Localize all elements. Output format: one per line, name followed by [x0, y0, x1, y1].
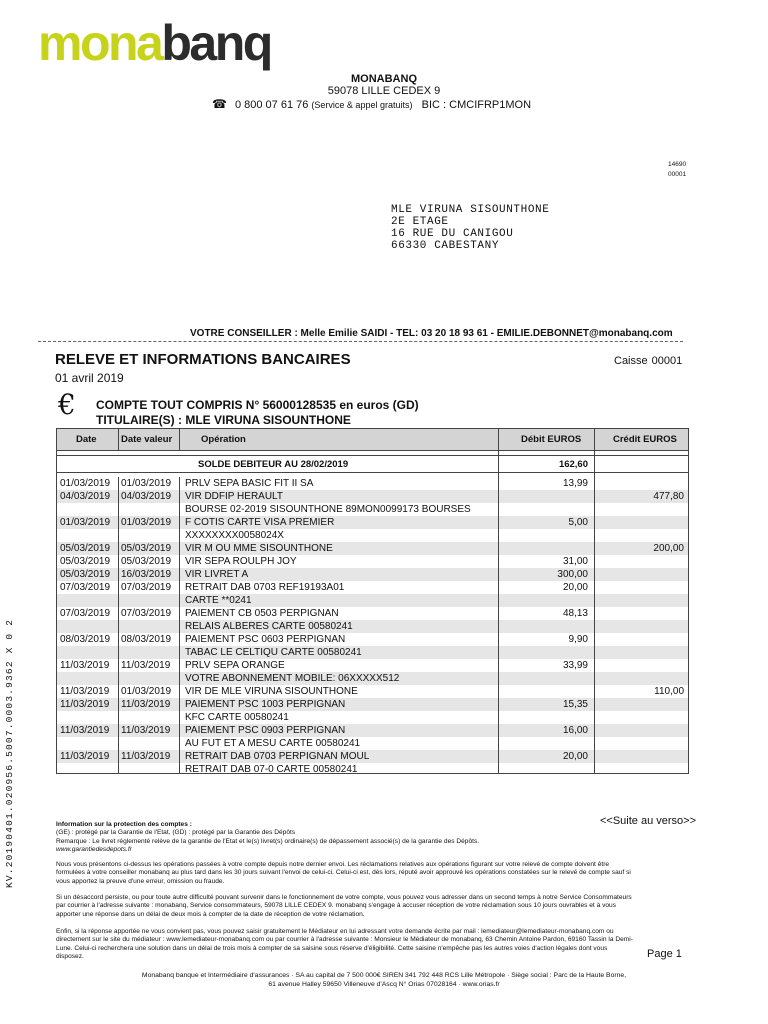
account-protection-info: [56, 821, 636, 854]
bank-name: MONABANQ: [351, 73, 417, 85]
fine-print-line: www.garantiedesdepots.fr: [56, 845, 132, 853]
fine-print-line: Remarque : Le livret réglementé relève de la garantie de l'Etat et le(s) livret(s) ordinaire(s) de dépassement associé(s) de la garantie des Dépôts.: [56, 837, 480, 845]
transaction-operation: PAIEMENT PSC 1003 PERPIGNAN: [185, 699, 346, 710]
transaction-operation: PAIEMENT PSC 0603 PERPIGNAN: [185, 634, 346, 645]
page-indicator: [647, 948, 682, 960]
fine-print-title: Information sur la protection des comptes :: [56, 821, 192, 828]
transaction-value-date: 01/03/2019: [121, 686, 172, 697]
column-divider: [179, 429, 180, 451]
column-divider: [498, 429, 499, 773]
transaction-operation: VIR SEPA ROULPH JOY: [185, 556, 297, 567]
transaction-operation: KFC CARTE 00580241: [185, 712, 289, 723]
bank-phone: 0 800 07 61 76: [234, 99, 309, 111]
transaction-debit: 31,00: [562, 556, 588, 567]
page-label: Page: [647, 948, 673, 960]
statement-title: RELEVE ET INFORMATIONS BANCAIRES: [55, 351, 351, 368]
column-header: Crédit EUROS: [613, 434, 677, 445]
column-divider: [179, 477, 180, 773]
transaction-value-date: 16/03/2019: [121, 569, 172, 580]
transaction-debit: 20,00: [562, 751, 588, 762]
transaction-credit: 200,00: [653, 543, 684, 554]
transaction-date: 05/03/2019: [60, 543, 111, 554]
page-number: 1: [675, 948, 682, 960]
caisse-value: 00001: [651, 355, 683, 367]
transaction-value-date: 11/03/2019: [121, 751, 171, 762]
transaction-value-date: 11/03/2019: [121, 699, 171, 710]
statement-date: 01 avril 2019: [55, 371, 124, 385]
divider: [38, 341, 683, 342]
transaction-credit: 110,00: [654, 686, 684, 697]
transaction-date: 11/03/2019: [60, 686, 110, 697]
transaction-operation: RETRAIT DAB 0703 PERPIGNAN MOUL: [185, 751, 370, 762]
transaction-value-date: 01/03/2019: [121, 478, 172, 489]
recipient-line: 66330 CABESTANY: [391, 240, 500, 252]
column-header: Débit EUROS: [521, 434, 582, 445]
transaction-value-date: 01/03/2019: [121, 517, 172, 528]
bank-bic: BIC : CMCIFRP1MON: [421, 99, 532, 111]
transaction-date: 11/03/2019: [60, 725, 110, 736]
transaction-value-date: 07/03/2019: [121, 608, 172, 619]
fine-print-line: (GE) : protégé par la Garantie de l'Etat, (GD) : protégé par la Garantie des Dépôts: [56, 829, 296, 837]
transaction-operation: CARTE **0241: [185, 595, 252, 606]
transaction-operation: XXXXXXXX0058024X: [185, 530, 284, 541]
bank-contact: [212, 97, 531, 111]
transaction-operation: F COTIS CARTE VISA PREMIER: [185, 517, 335, 528]
document-code: KV.20190401.020956.5007.0003.9362 X 0 2: [4, 618, 15, 888]
transaction-debit: 33,99: [562, 660, 588, 671]
bank-phone-note: (Service & appel gratuits): [311, 100, 413, 110]
reference-code: 14690: [668, 161, 687, 168]
account-number: COMPTE TOUT COMPRIS N° 56000128535 en euros (GD): [96, 398, 419, 412]
recipient-line: 2E ETAGE: [391, 216, 449, 228]
transaction-debit: 48,13: [562, 608, 588, 619]
transaction-operation: RELAIS ALBERES CARTE 00580241: [185, 621, 353, 632]
transaction-operation: RETRAIT DAB 07-0 CARTE 00580241: [185, 764, 358, 775]
bank-address: 59078 LILLE CEDEX 9: [327, 85, 441, 97]
transaction-operation: VIR DDFIP HERAULT: [185, 491, 283, 502]
telephone-icon: ☎: [212, 97, 227, 111]
transaction-value-date: 08/03/2019: [121, 634, 172, 645]
transaction-operation: VIR LIVRET A: [185, 569, 249, 580]
euro-icon: €: [58, 388, 76, 421]
transactions-table: [56, 428, 689, 774]
transaction-operation: PRLV SEPA BASIC FIT II SA: [185, 478, 314, 489]
transaction-debit: 13,99: [562, 478, 588, 489]
transaction-operation: TABAC LE CELTIQU CARTE 00580241: [185, 647, 362, 658]
transaction-date: 05/03/2019: [60, 556, 111, 567]
transaction-date: 01/03/2019: [60, 478, 111, 489]
opening-balance-debit: 162,60: [558, 459, 588, 470]
transaction-operation: RETRAIT DAB 0703 REF19193A01: [185, 582, 345, 593]
transaction-date: 11/03/2019: [60, 660, 110, 671]
legal-footer: 61 avenue Halley 59650 Villeneuve d'Ascq N° Orias 07028164 · www.orias.fr: [268, 981, 500, 988]
transaction-value-date: 11/03/2019: [121, 660, 171, 671]
transaction-operation: PAIEMENT PSC 0903 PERPIGNAN: [185, 725, 346, 736]
transaction-value-date: 07/03/2019: [121, 582, 172, 593]
transaction-operation: PAIEMENT CB 0503 PERPIGNAN: [185, 608, 339, 619]
transaction-debit: 15,35: [562, 699, 588, 710]
recipient-line: 16 RUE DU CANIGOU: [391, 228, 514, 240]
transaction-value-date: 05/03/2019: [121, 543, 172, 554]
account-holder: TITULAIRE(S) : MLE VIRUNA SISOUNTHONE: [96, 413, 351, 427]
column-divider: [594, 429, 595, 773]
continued-note: <<Suite au verso>>: [600, 815, 697, 827]
transaction-date: 11/03/2019: [60, 699, 110, 710]
reference-code: 00001: [668, 171, 687, 178]
transaction-date: 08/03/2019: [60, 634, 111, 645]
transaction-debit: 5,00: [568, 517, 588, 528]
legal-footer: Monabanq banque et Intermédiaire d'assurances · SA au capital de 7 500 000€ SIREN 341 792 448 RCS Lille Métropole · Siège social : Parc de la Haute Borne,: [141, 972, 627, 979]
transaction-operation: VIR M OU MME SISOUNTHONE: [185, 543, 333, 554]
recipient-line: MLE VIRUNA SISOUNTHONE: [391, 204, 550, 216]
transaction-operation: AU FUT ET A MESU CARTE 00580241: [185, 738, 361, 749]
transaction-date: 11/03/2019: [60, 751, 110, 762]
transaction-value-date: 11/03/2019: [121, 725, 171, 736]
transaction-credit: 477,80: [653, 491, 684, 502]
transaction-date: 04/03/2019: [60, 491, 111, 502]
transaction-value-date: 04/03/2019: [121, 491, 172, 502]
transaction-operation: PRLV SEPA ORANGE: [185, 660, 285, 671]
transaction-operation: VIR DE MLE VIRUNA SISOUNTHONE: [185, 686, 358, 697]
column-divider: [118, 429, 119, 451]
fine-print-paragraph: Enfin, si la réponse apportée ne vous convient pas, vous pouvez saisir gratuitement le Médiateur en lui adressant votre demande écrite par mail : lemediateur@lemediateur-monabanq.com ou directement sur le site du médiateur : www.lemediateur-monabanq.com ou par courrier à l'adresse suivante : Monsieur le Médiateur de monabanq, 63 Chemin Antoine Pardon, 69160 Tassin la Demi-Lune. Celui-ci recherchera une solution dans un délai de trois mois à compter de sa saisine sous réserve d'éligibilité. Cette saisine n'empêche pas les autres voies d'action légales dont vous disposez.: [56, 928, 633, 960]
opening-balance-label: SOLDE DEBITEUR AU 28/02/2019: [198, 459, 349, 470]
fine-print-paragraph: Nous vous présentons ci-dessus les opérations passées à votre compte depuis notre dernier envoi. Les réclamations relatives aux opérations figurant sur votre relevé de compte doivent être formulées à votre conseiller monabanq au plus tard dans les 30 jours suivant l'envoi de celui-ci. Celui-ci est, dès lors, réputé avoir approuvé les opérations constatées sur le relevé de compte sauf si vous apportez la preuve d'une erreur, omission ou fraude.: [56, 861, 631, 885]
transaction-date: 07/03/2019: [60, 582, 111, 593]
caisse-label: Caisse: [614, 355, 648, 367]
transaction-date: 05/03/2019: [60, 569, 111, 580]
recipient-address: [391, 204, 549, 252]
transaction-date: 01/03/2019: [60, 517, 111, 528]
column-header: Date: [76, 434, 97, 445]
column-header: Opération: [201, 434, 246, 445]
transaction-debit: 16,00: [562, 725, 588, 736]
transaction-date: 07/03/2019: [60, 608, 111, 619]
caisse-info: [614, 355, 682, 367]
transaction-operation: BOURSE 02-2019 SISOUNTHONE 89MON0099173 BOURSES: [185, 504, 471, 515]
column-header: Date valeur: [121, 434, 173, 445]
transaction-operation: VOTRE ABONNEMENT MOBILE: 06XXXXX512: [185, 673, 400, 684]
column-divider: [118, 477, 119, 773]
transaction-debit: 20,00: [562, 582, 588, 593]
monabanq-logo: monabanq: [38, 15, 271, 71]
advisor-line: VOTRE CONSEILLER : Melle Emilie SAIDI - TEL: 03 20 18 93 61 - EMILIE.DEBONNET@monabanq.com: [190, 328, 673, 339]
transaction-debit: 300,00: [557, 569, 588, 580]
fine-print-paragraph: Si un désaccord persiste, ou pour toute autre difficulté pouvant survenir dans le fonctionnement de votre compte, vous pouvez vous adresser dans un second temps à notre Service Consommateurs par courrier à l'adresse suivante : monabanq, Service consommateurs, 59078 LILLE CEDEX 9. monabanq s'engage à accuser réception de votre réclamation sous 10 jours ouvrables et à vous apporter une réponse dans un délai de deux mois à compter de la date de réception de votre réclamation.: [56, 894, 632, 918]
transaction-debit: 9,90: [568, 634, 588, 645]
transaction-value-date: 05/03/2019: [121, 556, 172, 567]
